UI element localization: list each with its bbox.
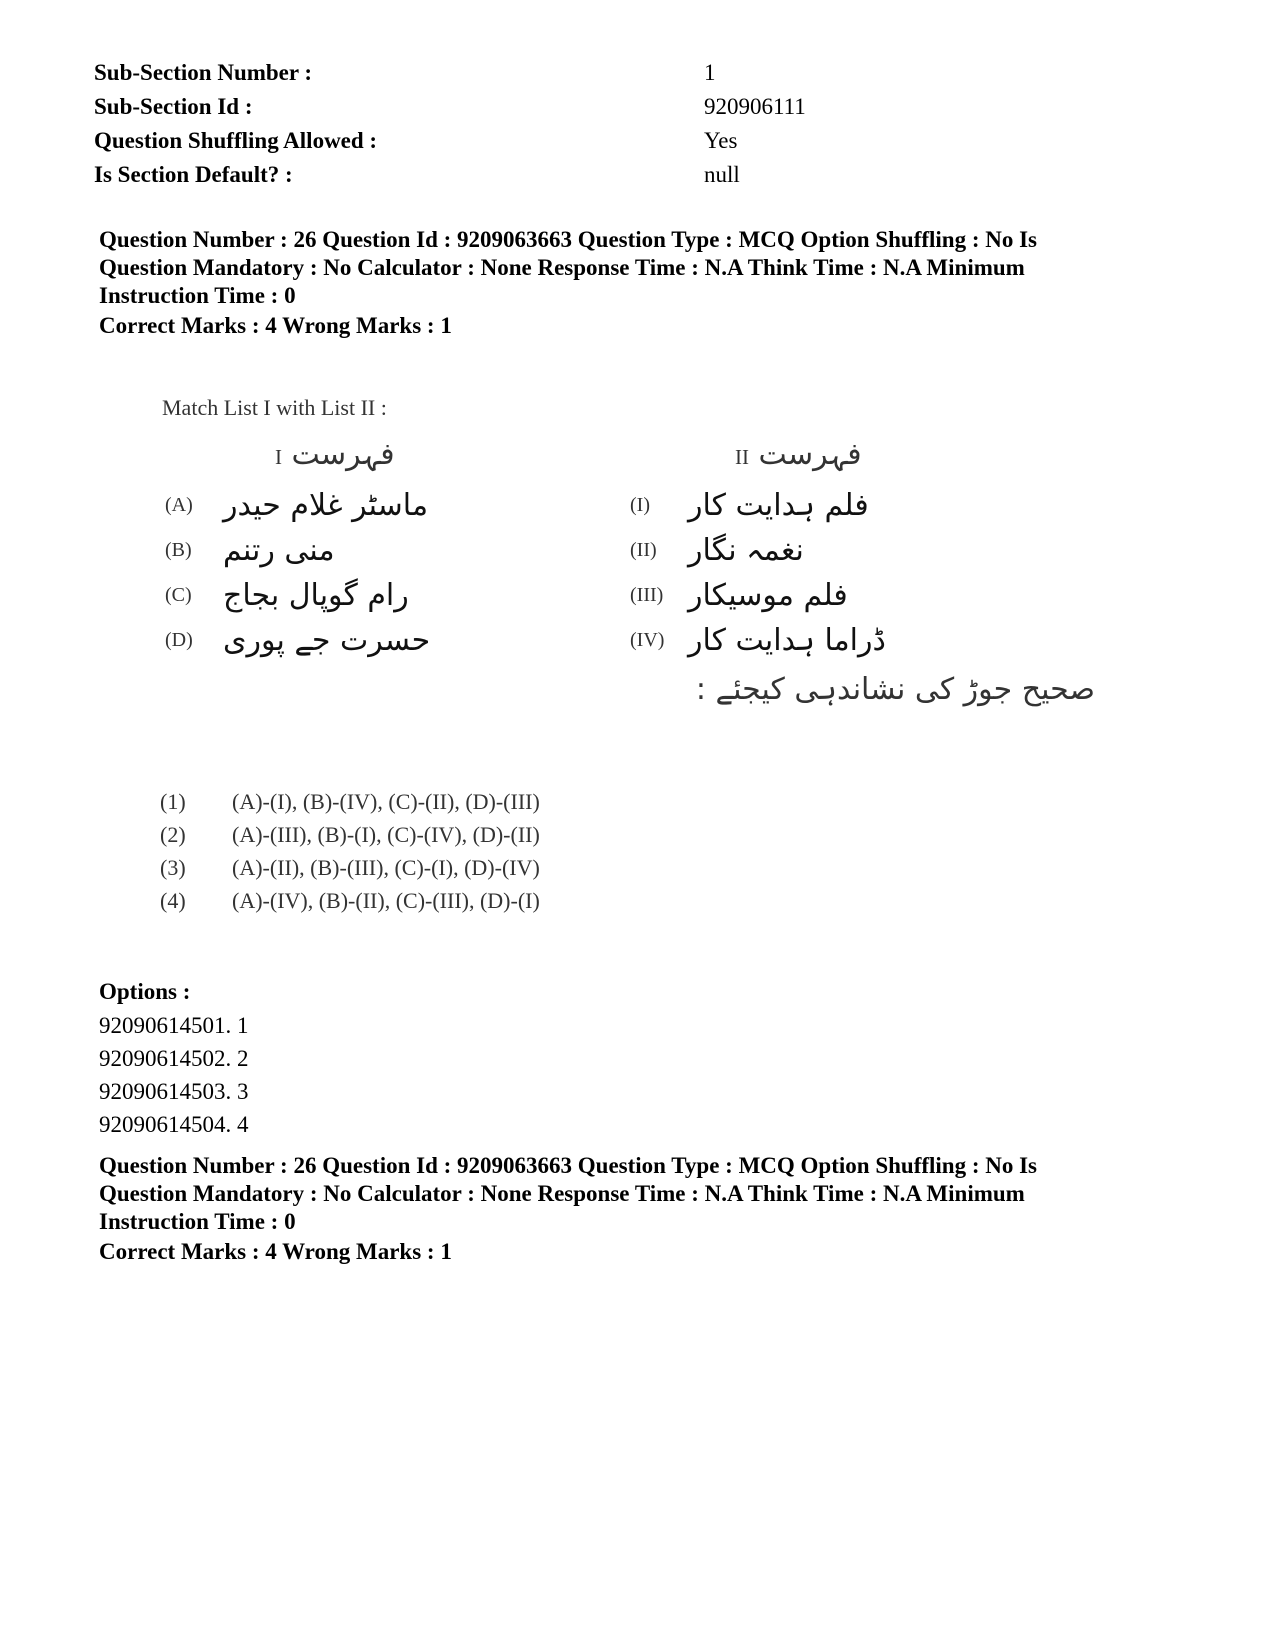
answer-choices xyxy=(160,785,540,917)
meta-row-subsection-id xyxy=(94,90,854,124)
list-2-item xyxy=(630,616,886,664)
question-header-line: Instruction Time : 0 xyxy=(99,283,296,308)
answer-number: (1) xyxy=(160,788,186,814)
item-text: نغمہ نگار xyxy=(688,532,804,568)
item-text: حسرت جے پوری xyxy=(223,622,431,658)
list-2-item xyxy=(630,571,848,619)
list-1-heading-text: فہرست xyxy=(291,437,395,472)
answer-choice xyxy=(160,884,540,917)
item-label: (B) xyxy=(165,538,192,561)
meta-label: Sub-Section Id : xyxy=(94,94,253,119)
option-item: 92090614503. 3 xyxy=(99,1079,249,1104)
item-text: فلم ہدایت کار xyxy=(688,487,869,523)
meta-label: Question Shuffling Allowed : xyxy=(94,128,378,153)
answer-choice xyxy=(160,818,540,851)
list-2-item xyxy=(630,526,804,574)
item-label: (A) xyxy=(165,493,193,516)
item-text: منی رتنم xyxy=(223,532,335,568)
item-label: (II) xyxy=(630,538,657,561)
meta-label: Sub-Section Number : xyxy=(94,60,313,85)
answer-choice xyxy=(160,785,540,818)
answer-text: (A)-(III), (B)-(I), (C)-(IV), (D)-(II) xyxy=(232,821,540,847)
item-label: (III) xyxy=(630,583,664,606)
meta-value: Yes xyxy=(704,128,738,153)
meta-row-section-default xyxy=(94,158,854,192)
meta-row-question-shuffling xyxy=(94,124,854,158)
item-text: ماسٹر غلام حیدر xyxy=(223,487,429,523)
list-1-item xyxy=(165,571,409,619)
question-header xyxy=(99,226,1149,310)
list-1-item xyxy=(165,481,428,529)
question-body xyxy=(150,395,1110,965)
item-label: (I) xyxy=(630,493,650,516)
item-label: (C) xyxy=(165,583,192,606)
question-marks: Correct Marks : 4 Wrong Marks : 1 xyxy=(99,1239,452,1264)
item-text: رام گوپال بجاج xyxy=(223,577,409,613)
list-1-item xyxy=(165,616,430,664)
question-marks: Correct Marks : 4 Wrong Marks : 1 xyxy=(99,313,452,338)
list-1-item xyxy=(165,526,335,574)
question-header-line: Question Number : 26 Question Id : 9209063663 Question Type : MCQ Option Shuffling : No Is xyxy=(99,1153,1038,1178)
question-header xyxy=(99,1152,1149,1236)
list-2-heading-text: فہرست xyxy=(758,437,862,472)
question-header-line: Question Mandatory : No Calculator : None Response Time : N.A Think Time : N.A Minimum xyxy=(99,255,1025,280)
options-list xyxy=(99,975,249,1141)
meta-value: 1 xyxy=(704,60,716,85)
option-item: 92090614502. 2 xyxy=(99,1046,249,1071)
option-item: 92090614501. 1 xyxy=(99,1013,249,1038)
answer-number: (3) xyxy=(160,854,186,880)
answer-number: (4) xyxy=(160,887,186,913)
options-title: Options : xyxy=(99,979,191,1004)
answer-text: (A)-(IV), (B)-(II), (C)-(III), (D)-(I) xyxy=(232,887,540,913)
item-text: فلم موسیکار xyxy=(688,577,848,613)
answer-text: (A)-(II), (B)-(III), (C)-(I), (D)-(IV) xyxy=(232,854,540,880)
answer-text: (A)-(I), (B)-(IV), (C)-(II), (D)-(III) xyxy=(232,788,540,814)
answer-choice xyxy=(160,851,540,884)
list-1-heading xyxy=(275,437,395,472)
list-2-item xyxy=(630,481,869,529)
question-header-line: Instruction Time : 0 xyxy=(99,1209,296,1234)
item-label: (IV) xyxy=(630,628,665,651)
list-2-heading xyxy=(735,437,862,472)
question-prompt: Match List I with List II : xyxy=(162,395,387,420)
question-instruction: صحیح جوڑ کی نشاندہی کیجئے : xyxy=(695,672,1095,707)
meta-value: 920906111 xyxy=(704,94,806,119)
answer-number: (2) xyxy=(160,821,186,847)
item-label: (D) xyxy=(165,628,193,651)
option-item: 92090614504. 4 xyxy=(99,1112,249,1137)
meta-value: null xyxy=(704,162,740,187)
meta-label: Is Section Default? : xyxy=(94,162,293,187)
meta-row-subsection-number xyxy=(94,56,854,90)
question-header-line: Question Number : 26 Question Id : 9209063663 Question Type : MCQ Option Shuffling : No Is xyxy=(99,227,1038,252)
section-metadata xyxy=(94,56,854,192)
list-2-numeral: II xyxy=(735,445,749,469)
question-header-line: Question Mandatory : No Calculator : None Response Time : N.A Think Time : N.A Minimum xyxy=(99,1181,1025,1206)
list-1-numeral: I xyxy=(275,445,282,469)
item-text: ڈراما ہدایت کار xyxy=(688,622,886,658)
